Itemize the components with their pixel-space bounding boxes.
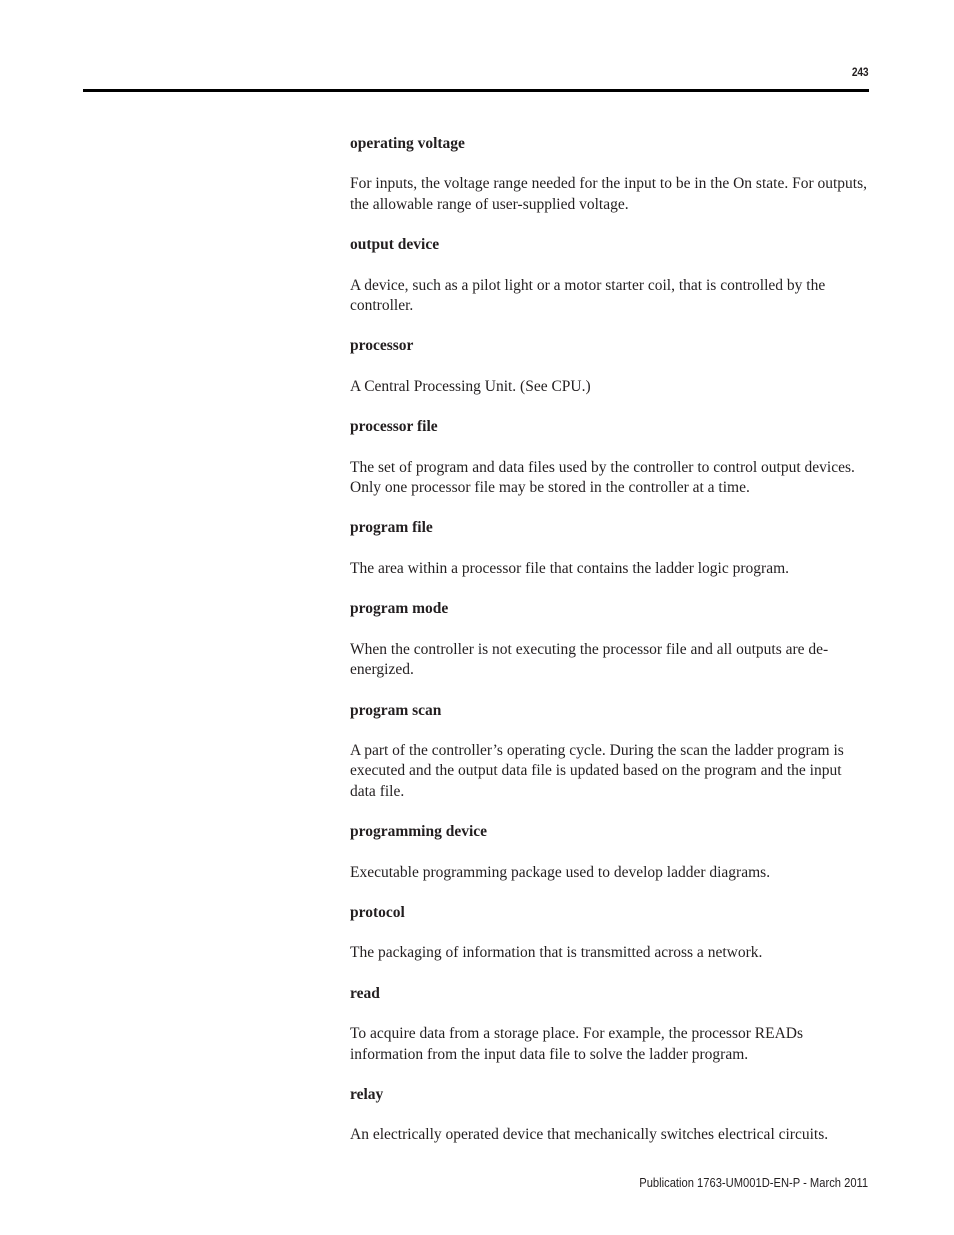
glossary-entry-processor-file bbox=[350, 417, 870, 498]
glossary-term: relay bbox=[350, 1085, 384, 1103]
glossary-entry-relay bbox=[350, 1085, 870, 1146]
publication-footer: Publication 1763-UM001D-EN-P - March 2011 bbox=[639, 1175, 868, 1190]
glossary-entry-program-file bbox=[350, 518, 870, 579]
glossary-definition: To acquire data from a storage place. For example, the processor READs information from the input data file to solve the ladder program. bbox=[350, 1025, 803, 1063]
glossary-entry-programming-device bbox=[350, 822, 870, 883]
glossary-definition: The set of program and data files used by the controller to control output devices. Only one processor file may be stored in the controller at a time. bbox=[350, 458, 855, 497]
glossary-term: processor file bbox=[350, 418, 438, 436]
glossary-entry-read bbox=[350, 984, 870, 1065]
glossary-definition: When the controller is not executing the processor file and all outputs are de-energized. bbox=[350, 640, 829, 679]
glossary-entry-output-device bbox=[350, 235, 870, 316]
glossary-term: output device bbox=[350, 236, 440, 254]
glossary-term: program scan bbox=[350, 701, 442, 719]
glossary-definition: A Central Processing Unit. (See CPU.) bbox=[350, 377, 591, 395]
glossary-term: operating voltage bbox=[350, 135, 465, 152]
glossary-definition: An electrically operated device that mechanically switches electrical circuits. bbox=[350, 1126, 829, 1144]
glossary-definition: The area within a processor file that contains the ladder logic program. bbox=[350, 559, 790, 577]
header-rule bbox=[83, 89, 869, 92]
glossary-entry-program-mode bbox=[350, 599, 870, 680]
glossary-term: read bbox=[350, 984, 380, 1002]
glossary-term: processor bbox=[350, 337, 414, 355]
glossary-entry-operating-voltage bbox=[350, 134, 870, 215]
glossary-term: protocol bbox=[350, 903, 405, 921]
page-number: 243 bbox=[851, 65, 868, 79]
glossary-definition: A device, such as a pilot light or a motor starter coil, that is controlled by the controller. bbox=[350, 276, 826, 315]
glossary-term: programming device bbox=[350, 823, 488, 841]
glossary-definition: The packaging of information that is transmitted across a network. bbox=[350, 944, 763, 962]
glossary-definition: Executable programming package used to develop ladder diagrams. bbox=[350, 863, 771, 881]
glossary-term: program mode bbox=[350, 600, 449, 618]
glossary-entry-protocol bbox=[350, 903, 870, 964]
glossary-entry-program-scan bbox=[350, 701, 870, 803]
glossary-term: program file bbox=[350, 519, 433, 537]
glossary-definition: For inputs, the voltage range needed for the input to be in the On state. For outputs, the allowable range of user-supplied voltage. bbox=[350, 175, 867, 213]
glossary-entry-processor bbox=[350, 336, 870, 397]
glossary-definition: A part of the controller’s operating cycle. During the scan the ladder program is executed and the output data file is updated based on the program and the input data file. bbox=[350, 741, 844, 800]
glossary-list bbox=[350, 134, 870, 1166]
